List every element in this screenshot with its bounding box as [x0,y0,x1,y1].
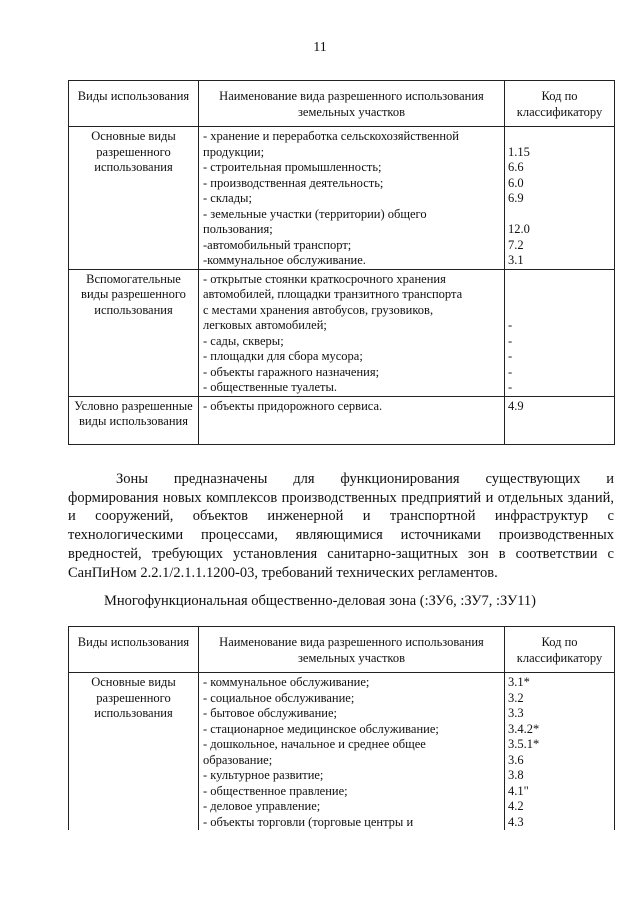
use-type-cell: Основные виды разрешенного использования [69,127,199,270]
code-value: 3.6 [508,752,524,767]
use-name-line: - объекты торговли (торговые центры и [203,814,414,829]
header-name: Наименование вида разрешенного использования земельных участков [199,627,505,673]
use-name-line: - объекты гаражного назначения; [203,364,380,379]
header-code: Код по классификатору [505,81,615,127]
use-names-cell [199,673,505,831]
use-name-line: автомобилей, площадки транзитного транспорта [203,287,463,301]
code-value: 3.5.1* [508,737,540,751]
code-value: 4.3 [508,814,524,829]
code-value: - [508,380,513,394]
code-value: 6.9 [508,191,524,205]
code-value: 3.3 [508,706,524,720]
use-name-line: - деловое управление; [203,799,321,813]
use-codes-cell [505,673,615,831]
use-name-line: - стационарное медицинское обслуживание; [203,721,439,736]
land-use-table-industrial [68,80,615,445]
code-value: 1.15 [508,144,530,159]
use-codes-cell [505,127,615,270]
code-value: 6.6 [508,160,524,174]
code-value [508,303,611,319]
code-value: - [508,349,513,363]
use-type-cell: Условно разрешенные виды использования [69,396,199,444]
table-header-row [69,81,615,127]
code-value: 3.8 [508,768,524,782]
header-type: Виды использования [69,627,199,673]
use-name-line: образование; [203,752,273,767]
code-value [508,129,611,145]
code-value: 6.0 [508,175,524,190]
use-names-cell [199,396,505,444]
use-name-line: - земельные участки (территории) общего [203,206,427,221]
zone-heading: Многофункциональная общественно-деловая зона (:ЗУ6, :ЗУ7, :ЗУ11) [103,593,537,609]
code-value: 3.1* [508,675,530,689]
use-name-line: -автомобильный транспорт; [203,237,352,252]
use-name-line: - строительная промышленность; [203,160,382,174]
use-name-line: - склады; [203,191,252,205]
code-value: 7.2 [508,237,524,252]
code-value: 4.9 [508,398,524,413]
use-names-cell [199,269,505,396]
table-row [69,396,615,444]
use-name-line: с местами хранения автобусов, грузовиков, [203,302,434,317]
use-name-line: - объекты придорожного сервиса. [203,398,383,413]
code-value: 4.2 [508,799,524,813]
table-header-row [69,627,615,673]
code-value: 12.0 [508,222,530,236]
use-name-line: легковых автомобилей; [203,318,327,332]
code-value: 3.4.2* [508,721,540,736]
use-name-line: - социальное обслуживание; [203,690,355,705]
table-row [69,269,615,396]
code-value [508,272,611,288]
land-use-table-business [68,626,615,830]
use-name-line: - общественные туалеты. [203,380,338,394]
use-codes-cell [505,269,615,396]
use-name-line: - производственная деятельность; [203,175,384,190]
use-name-line: -коммунальное обслуживание. [203,253,366,267]
table-row [69,127,615,270]
code-value: 4.1" [508,783,529,798]
use-codes-cell [505,396,615,444]
use-name-line: - культурное развитие; [203,768,324,782]
page-number: 11 [313,40,327,55]
use-name-line: - дошкольное, начальное и среднее общее [203,737,426,751]
code-value: - [508,318,513,332]
code-value: 3.2 [508,690,524,705]
use-type-cell: Основные виды разрешенного использования [69,673,199,831]
header-type: Виды использования [69,81,199,127]
header-code: Код по классификатору [505,627,615,673]
code-value: - [508,364,513,379]
zone-description-paragraph [68,470,614,582]
use-name-line: - коммунальное обслуживание; [203,675,370,689]
header-name: Наименование вида разрешенного использования земельных участков [199,81,505,127]
use-name-line: - сады, скверы; [203,333,284,348]
use-name-line: - площадки для сбора мусора; [203,349,363,363]
code-value: 3.1 [508,253,524,267]
use-name-line: - бытовое обслуживание; [203,706,337,720]
code-value [508,287,611,303]
code-value [508,207,611,223]
code-value: - [508,333,513,348]
paragraph-first-line: Зоны предназначены для функционирования существующих и [116,471,614,487]
use-names-cell [199,127,505,270]
use-name-line: - открытые стоянки краткосрочного хранения [203,271,446,286]
use-type-cell: Вспомогательные виды разрешенного использования [69,269,199,396]
use-name-line: - общественное правление; [203,783,348,798]
paragraph-body: формирования новых комплексов производственных предприятий и отдельных зданий, и сооружений, объектов инженерной и транспортной инфраструктур с технологическими процессами, являющимися источниками производственных вредностей, требующих установления санитарно-защитных зон в соответствии с СанПиНом 2.2.1/2.1.1.1200-03, требований технических регламентов. [68,489,614,581]
use-name-line: пользования; [203,222,273,236]
table-row [69,673,615,831]
use-name-line: - хранение и переработка сельскохозяйственной [203,129,459,143]
use-name-line: продукции; [203,144,265,159]
